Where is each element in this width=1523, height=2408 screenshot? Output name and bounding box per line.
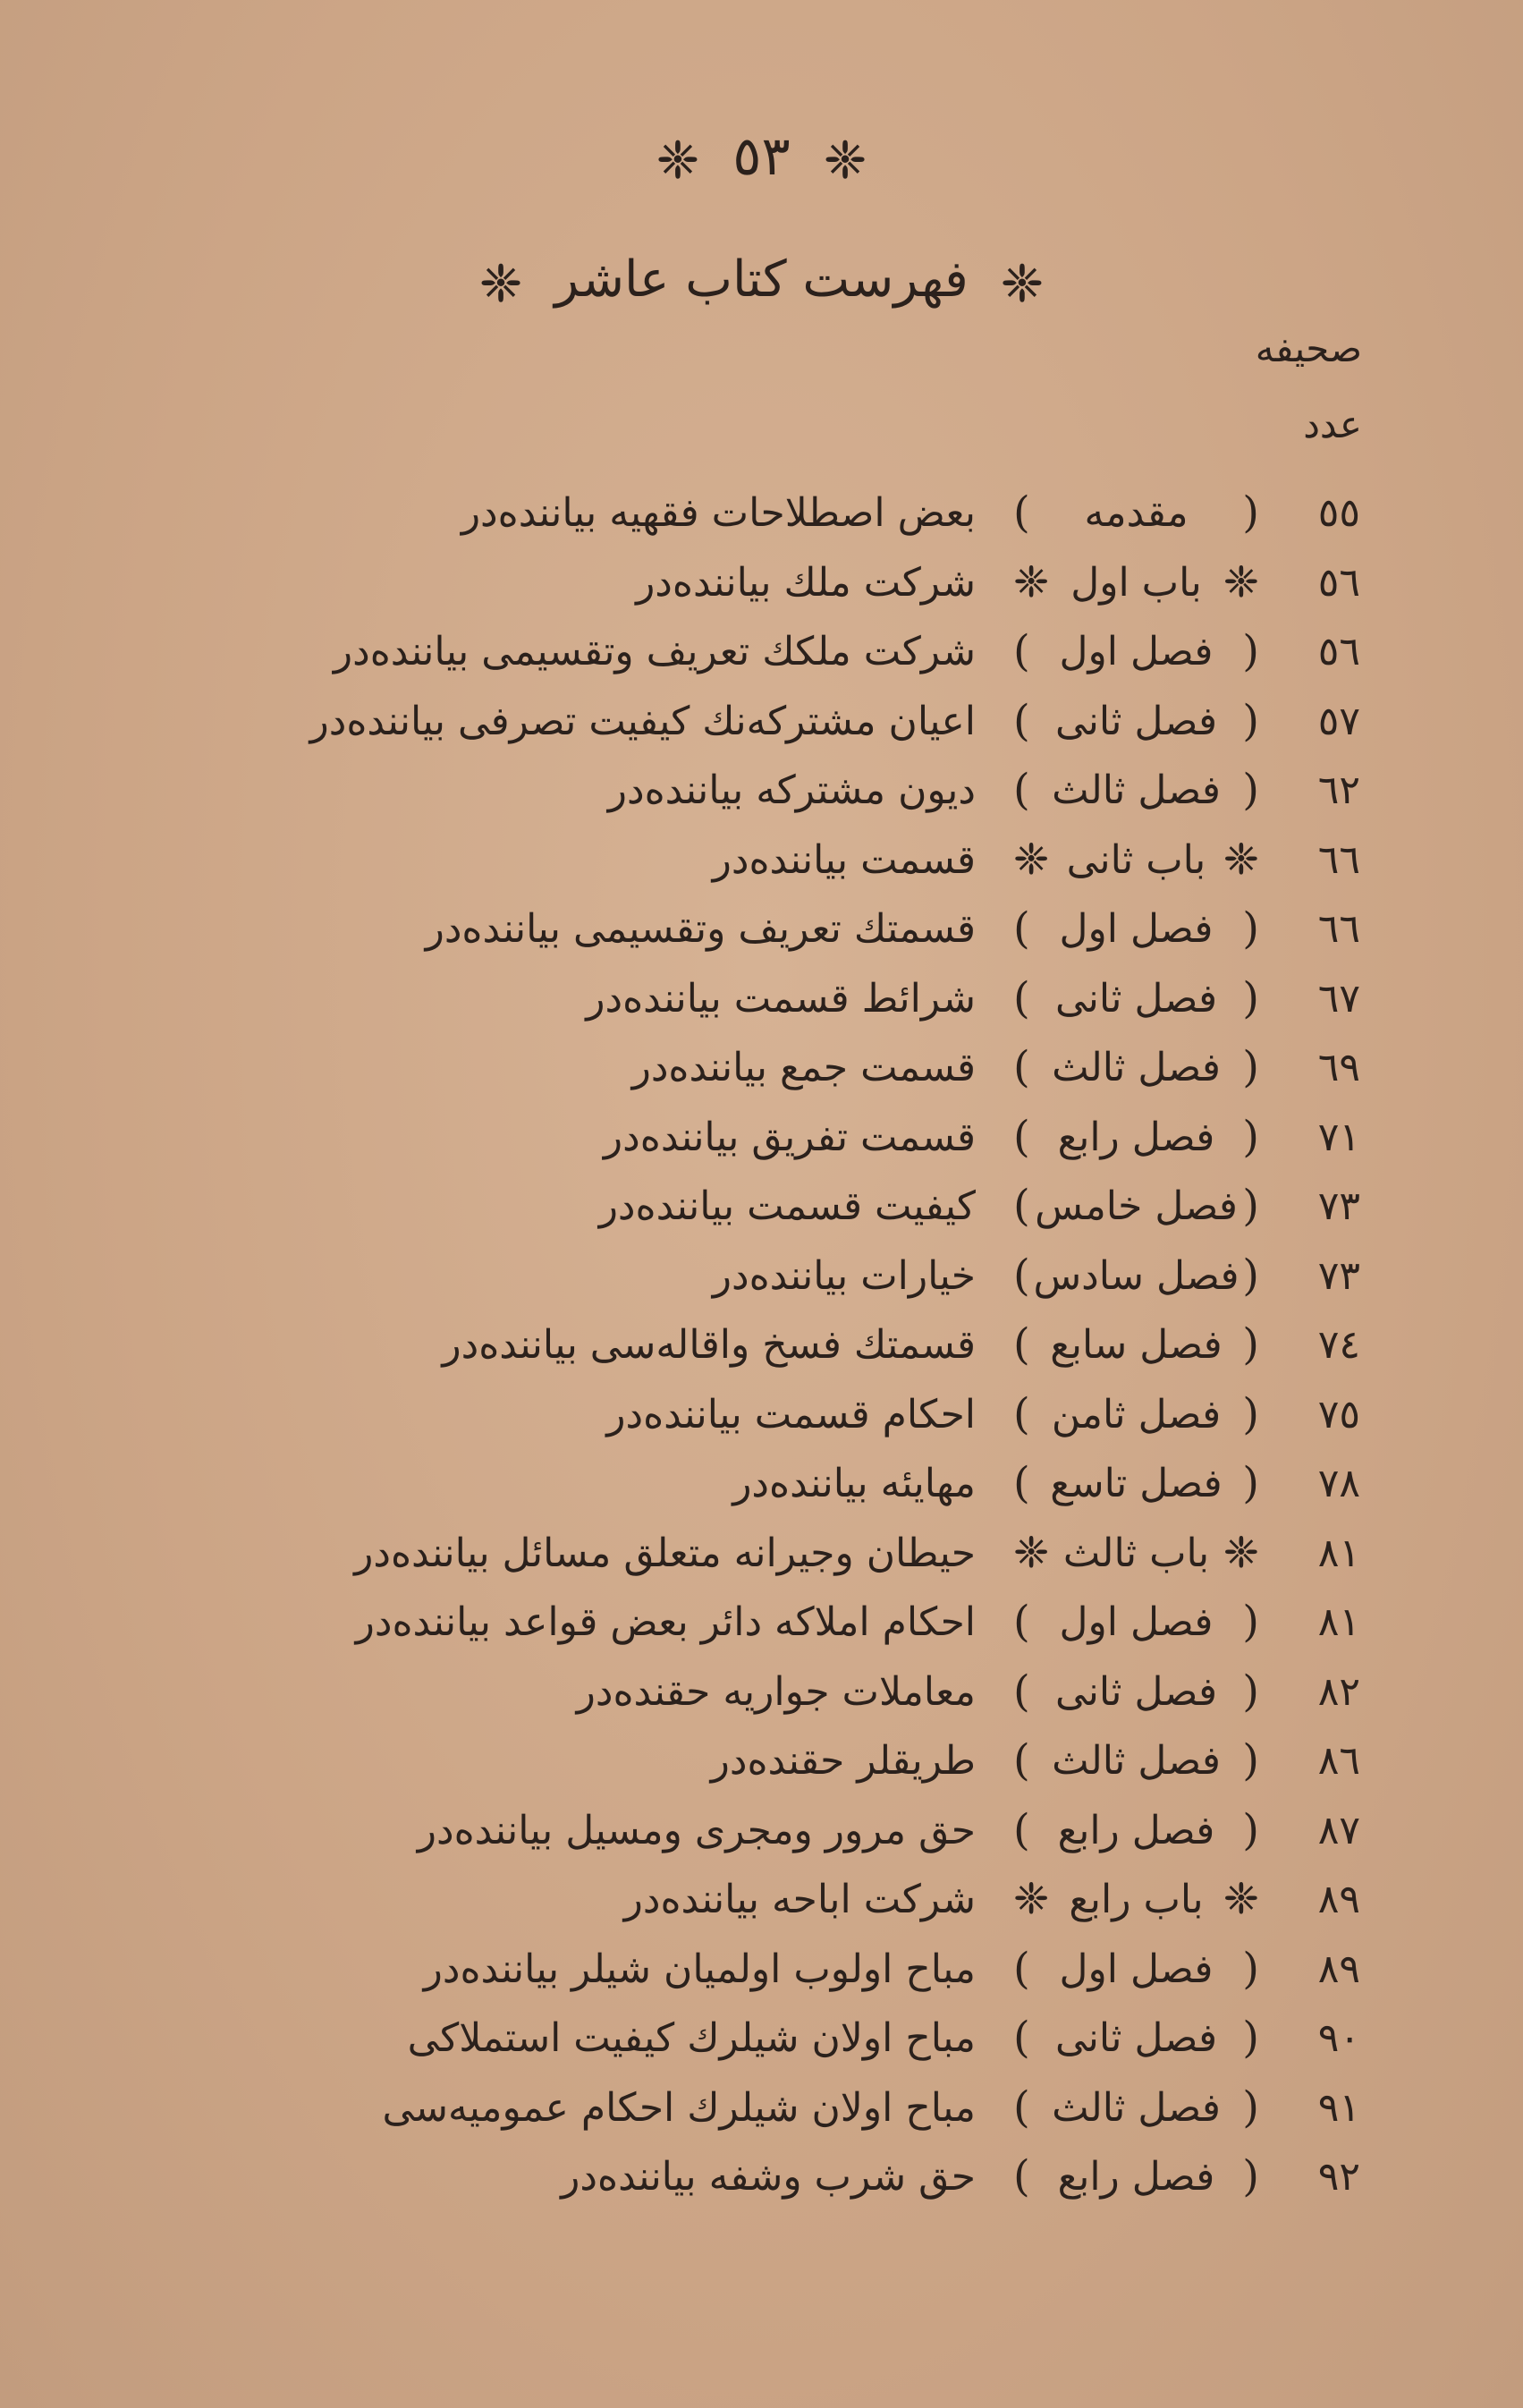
toc-section-label: باب ثالث xyxy=(1062,1530,1210,1576)
toc-row xyxy=(0,1726,1523,1796)
toc-page-number: ٥٥ xyxy=(1317,490,1360,536)
ornament-icon: ❈ xyxy=(1013,1527,1050,1578)
number-column-label: عدد xyxy=(1303,403,1362,446)
toc-page-number: ٩٢ xyxy=(1317,2154,1360,2200)
toc-row xyxy=(0,1519,1523,1589)
bracket-open: ( xyxy=(1242,972,1259,1023)
toc-row xyxy=(0,1658,1523,1727)
bracket-close: ) xyxy=(1013,1597,1030,1647)
bracket-open: ( xyxy=(1242,765,1259,815)
toc-section-label: فصل خامس xyxy=(1035,1183,1238,1229)
toc-page-number: ٨٢ xyxy=(1317,1668,1360,1715)
toc-row xyxy=(0,548,1523,618)
bracket-close: ) xyxy=(1013,972,1030,1023)
toc-section xyxy=(1013,1033,1259,1103)
toc-page-number: ٥٦ xyxy=(1317,559,1360,606)
toc-description: معاملات جواريه حقنده‌در xyxy=(576,1668,976,1715)
toc-row xyxy=(0,2142,1523,2212)
bracket-open: ( xyxy=(1242,626,1259,676)
toc-page-number: ٦٦ xyxy=(1317,836,1360,883)
toc-description: حق شرب وشفه بياننده‌در xyxy=(561,2154,976,2200)
toc-page-number: ٩٠ xyxy=(1317,2015,1360,2061)
bracket-close: ) xyxy=(1013,626,1030,676)
toc-description: خيارات بياننده‌در xyxy=(712,1252,976,1299)
toc-section-label: باب ثانى xyxy=(1066,836,1206,883)
toc-row xyxy=(0,1935,1523,2005)
toc-description: بعض اصطلاحات فقهيه بياننده‌در xyxy=(461,490,976,536)
bracket-open: ( xyxy=(1242,1735,1259,1785)
toc-section-label: باب اول xyxy=(1070,559,1202,606)
toc-description: طريقلر حقنده‌در xyxy=(710,1738,976,1784)
bracket-open: ( xyxy=(1242,1042,1259,1092)
index-title-text: فهرست كتاب عاشر xyxy=(554,250,969,309)
ornament-icon: ❈ xyxy=(1000,252,1045,314)
toc-section-label: فصل ثالث xyxy=(1052,2084,1221,2131)
toc-row xyxy=(0,1033,1523,1103)
toc-row xyxy=(0,1380,1523,1450)
bracket-close: ) xyxy=(1013,1111,1030,1162)
toc-row xyxy=(0,617,1523,687)
toc-section xyxy=(1013,964,1259,1034)
toc-row xyxy=(0,1242,1523,1311)
toc-section xyxy=(1013,1103,1259,1173)
toc-chapter xyxy=(1013,1519,1259,1589)
ornament-icon: ❈ xyxy=(823,130,867,191)
toc-row xyxy=(0,479,1523,548)
toc-section xyxy=(1013,1242,1259,1311)
page-number xyxy=(0,125,1523,191)
toc-chapter xyxy=(1013,1865,1259,1935)
bracket-close: ) xyxy=(1013,1943,1030,1994)
toc-description: مباح اولوب اولميان شيلر بياننده‌در xyxy=(423,1946,976,1992)
ornament-icon: ❈ xyxy=(1013,834,1050,885)
ornament-icon: ❈ xyxy=(478,252,523,314)
toc-section-label: فصل ثانى xyxy=(1054,975,1218,1022)
toc-section-label: فصل اول xyxy=(1059,906,1214,952)
toc-page-number: ٦٦ xyxy=(1317,906,1360,952)
toc-row xyxy=(0,1172,1523,1242)
bracket-open: ( xyxy=(1242,695,1259,746)
toc-description: شركت ملكك تعريف وتقسيمى بياننده‌در xyxy=(333,629,976,674)
bracket-open: ( xyxy=(1242,1319,1259,1369)
toc-description: قسمت بياننده‌در xyxy=(712,836,976,883)
toc-page-number: ٩١ xyxy=(1317,2084,1360,2131)
bracket-close: ) xyxy=(1013,765,1030,815)
toc-row xyxy=(0,826,1523,895)
toc-section xyxy=(1013,1726,1259,1796)
toc-section xyxy=(1013,2142,1259,2212)
toc-page-number: ٧٣ xyxy=(1317,1183,1360,1229)
toc-section-label: فصل رابع xyxy=(1057,1807,1215,1853)
bracket-close: ) xyxy=(1013,695,1030,746)
toc-section-label: فصل ثالث xyxy=(1052,1045,1221,1090)
toc-page-number: ٨٦ xyxy=(1317,1738,1360,1784)
toc-section xyxy=(1013,2004,1259,2073)
toc-page-number: ٧١ xyxy=(1317,1114,1360,1160)
toc-section xyxy=(1013,1796,1259,1866)
toc-section-label: فصل ثانى xyxy=(1054,698,1218,744)
toc-section-label: فصل تاسع xyxy=(1050,1461,1223,1506)
bracket-close: ) xyxy=(1013,488,1030,538)
toc-section-label: مقدمه xyxy=(1084,490,1189,536)
toc-section-label: فصل اول xyxy=(1059,1599,1214,1645)
toc-description: اعيان مشتركه‌نك كيفيت تصرفى بياننده‌در xyxy=(309,698,976,744)
bracket-open: ( xyxy=(1242,1458,1259,1508)
toc-chapter xyxy=(1013,826,1259,895)
ornament-icon: ❈ xyxy=(1223,1527,1259,1578)
toc-section xyxy=(1013,2073,1259,2143)
toc-section xyxy=(1013,1380,1259,1450)
bracket-open: ( xyxy=(1242,903,1259,954)
toc-page-number: ٧٣ xyxy=(1317,1252,1360,1299)
bracket-close: ) xyxy=(1013,1735,1030,1785)
toc-section-label: باب رابع xyxy=(1069,1877,1204,1922)
toc-section-label: فصل ثانى xyxy=(1054,2015,1218,2061)
bracket-open: ( xyxy=(1242,2082,1259,2132)
bracket-open: ( xyxy=(1242,2013,1259,2063)
toc-page-number: ٦٧ xyxy=(1317,975,1360,1022)
bracket-open: ( xyxy=(1242,1943,1259,1994)
toc-section-label: فصل ثانى xyxy=(1054,1668,1218,1715)
toc-row xyxy=(0,1796,1523,1866)
bracket-close: ) xyxy=(1013,1458,1030,1508)
toc-page-number: ٧٨ xyxy=(1317,1461,1360,1506)
toc-section-label: فصل ثامن xyxy=(1051,1391,1222,1437)
toc-section-label: فصل ثالث xyxy=(1052,1738,1221,1784)
ornament-icon: ❈ xyxy=(1223,834,1259,885)
toc-page-number: ٨٩ xyxy=(1317,1877,1360,1922)
toc-row xyxy=(0,1310,1523,1380)
toc-description: مباح اولان شيلرك احكام عموميه‌سى xyxy=(382,2084,976,2131)
toc-description: شركت اباحه بياننده‌در xyxy=(623,1877,976,1922)
toc-section-label: فصل سابع xyxy=(1050,1322,1223,1368)
toc-description: قسمتك فسخ واقاله‌سى بياننده‌در xyxy=(442,1322,976,1368)
bracket-close: ) xyxy=(1013,1804,1030,1855)
toc-row xyxy=(0,687,1523,757)
toc-description: حيطان وجيرانه متعلق مسائل بياننده‌در xyxy=(354,1530,976,1576)
toc-section xyxy=(1013,895,1259,964)
bracket-close: ) xyxy=(1013,2151,1030,2201)
toc-section-label: فصل رابع xyxy=(1057,1114,1215,1160)
bracket-open: ( xyxy=(1242,1388,1259,1439)
toc-page-number: ٨٩ xyxy=(1317,1946,1360,1992)
toc-description: مباح اولان شيلرك كيفيت استملاكى xyxy=(407,2015,976,2061)
toc-description: احكام املاكه دائر بعض قواعد بياننده‌در xyxy=(355,1599,976,1645)
toc-section xyxy=(1013,617,1259,687)
bracket-close: ) xyxy=(1013,1042,1030,1092)
page-number-value: ٥٣ xyxy=(732,125,791,188)
bracket-open: ( xyxy=(1242,1666,1259,1717)
toc-section xyxy=(1013,479,1259,548)
toc-page-number: ٥٦ xyxy=(1317,629,1360,674)
toc-row xyxy=(0,1103,1523,1173)
toc-row xyxy=(0,964,1523,1034)
toc-section xyxy=(1013,1935,1259,2005)
ornament-icon: ❈ xyxy=(1223,1874,1259,1924)
bracket-close: ) xyxy=(1013,2013,1030,2063)
bracket-open: ( xyxy=(1242,1597,1259,1647)
bracket-close: ) xyxy=(1013,1181,1030,1231)
toc-page-number: ٨٧ xyxy=(1317,1807,1360,1853)
toc-page-number: ٧٥ xyxy=(1317,1391,1360,1437)
toc-page-number: ٨١ xyxy=(1317,1530,1360,1576)
toc-section-label: فصل اول xyxy=(1059,1946,1214,1992)
toc-description: احكام قسمت بياننده‌در xyxy=(606,1391,976,1437)
toc-page-number: ٥٧ xyxy=(1317,698,1360,744)
toc-section-label: فصل رابع xyxy=(1057,2154,1215,2200)
ornament-icon: ❈ xyxy=(656,130,700,191)
toc-row xyxy=(0,1865,1523,1935)
bracket-close: ) xyxy=(1013,1319,1030,1369)
toc-page-number: ٨١ xyxy=(1317,1599,1360,1645)
toc-section-label: فصل اول xyxy=(1059,629,1214,674)
ornament-icon: ❈ xyxy=(1013,556,1050,607)
index-title xyxy=(0,250,1523,314)
toc-section xyxy=(1013,1588,1259,1658)
toc-section xyxy=(1013,1449,1259,1519)
toc-page-number: ٧٤ xyxy=(1317,1322,1360,1368)
toc-row xyxy=(0,895,1523,964)
toc-page-number: ٦٢ xyxy=(1317,767,1360,813)
toc-row xyxy=(0,756,1523,826)
toc-page-number: ٦٩ xyxy=(1317,1045,1360,1090)
toc-description: قسمتك تعريف وتقسيمى بياننده‌در xyxy=(425,906,976,952)
toc-section-label: فصل سادس xyxy=(1033,1252,1240,1299)
toc-row xyxy=(0,1588,1523,1658)
toc-description: قسمت جمع بياننده‌در xyxy=(631,1045,976,1090)
toc-section xyxy=(1013,1658,1259,1727)
bracket-open: ( xyxy=(1242,1250,1259,1301)
toc-section xyxy=(1013,1310,1259,1380)
toc-description: شركت ملك بياننده‌در xyxy=(636,559,976,606)
table-of-contents xyxy=(0,479,1523,2212)
toc-row xyxy=(0,1449,1523,1519)
toc-description: كيفيت قسمت بياننده‌در xyxy=(598,1183,976,1229)
bracket-open: ( xyxy=(1242,488,1259,538)
toc-section-label: فصل ثالث xyxy=(1052,767,1221,813)
toc-description: ديون مشتركه بياننده‌در xyxy=(607,767,976,813)
bracket-close: ) xyxy=(1013,903,1030,954)
bracket-open: ( xyxy=(1242,1181,1259,1231)
toc-row xyxy=(0,2004,1523,2073)
bracket-close: ) xyxy=(1013,1388,1030,1439)
page-column-label: صحيفه xyxy=(1255,326,1362,370)
toc-section xyxy=(1013,756,1259,826)
bracket-open: ( xyxy=(1242,1111,1259,1162)
toc-row xyxy=(0,2073,1523,2143)
bracket-close: ) xyxy=(1013,1666,1030,1717)
toc-chapter xyxy=(1013,548,1259,618)
toc-description: شرائط قسمت بياننده‌در xyxy=(586,975,976,1022)
toc-section xyxy=(1013,1172,1259,1242)
toc-section xyxy=(1013,687,1259,757)
ornament-icon: ❈ xyxy=(1223,556,1259,607)
bracket-open: ( xyxy=(1242,2151,1259,2201)
ornament-icon: ❈ xyxy=(1013,1874,1050,1924)
bracket-close: ) xyxy=(1013,1250,1030,1301)
toc-description: حق مرور ومجرى ومسيل بياننده‌در xyxy=(417,1807,976,1853)
bracket-open: ( xyxy=(1242,1804,1259,1855)
toc-description: قسمت تفريق بياننده‌در xyxy=(603,1114,976,1160)
bracket-close: ) xyxy=(1013,2082,1030,2132)
toc-description: مهايئه بياننده‌در xyxy=(732,1461,976,1506)
